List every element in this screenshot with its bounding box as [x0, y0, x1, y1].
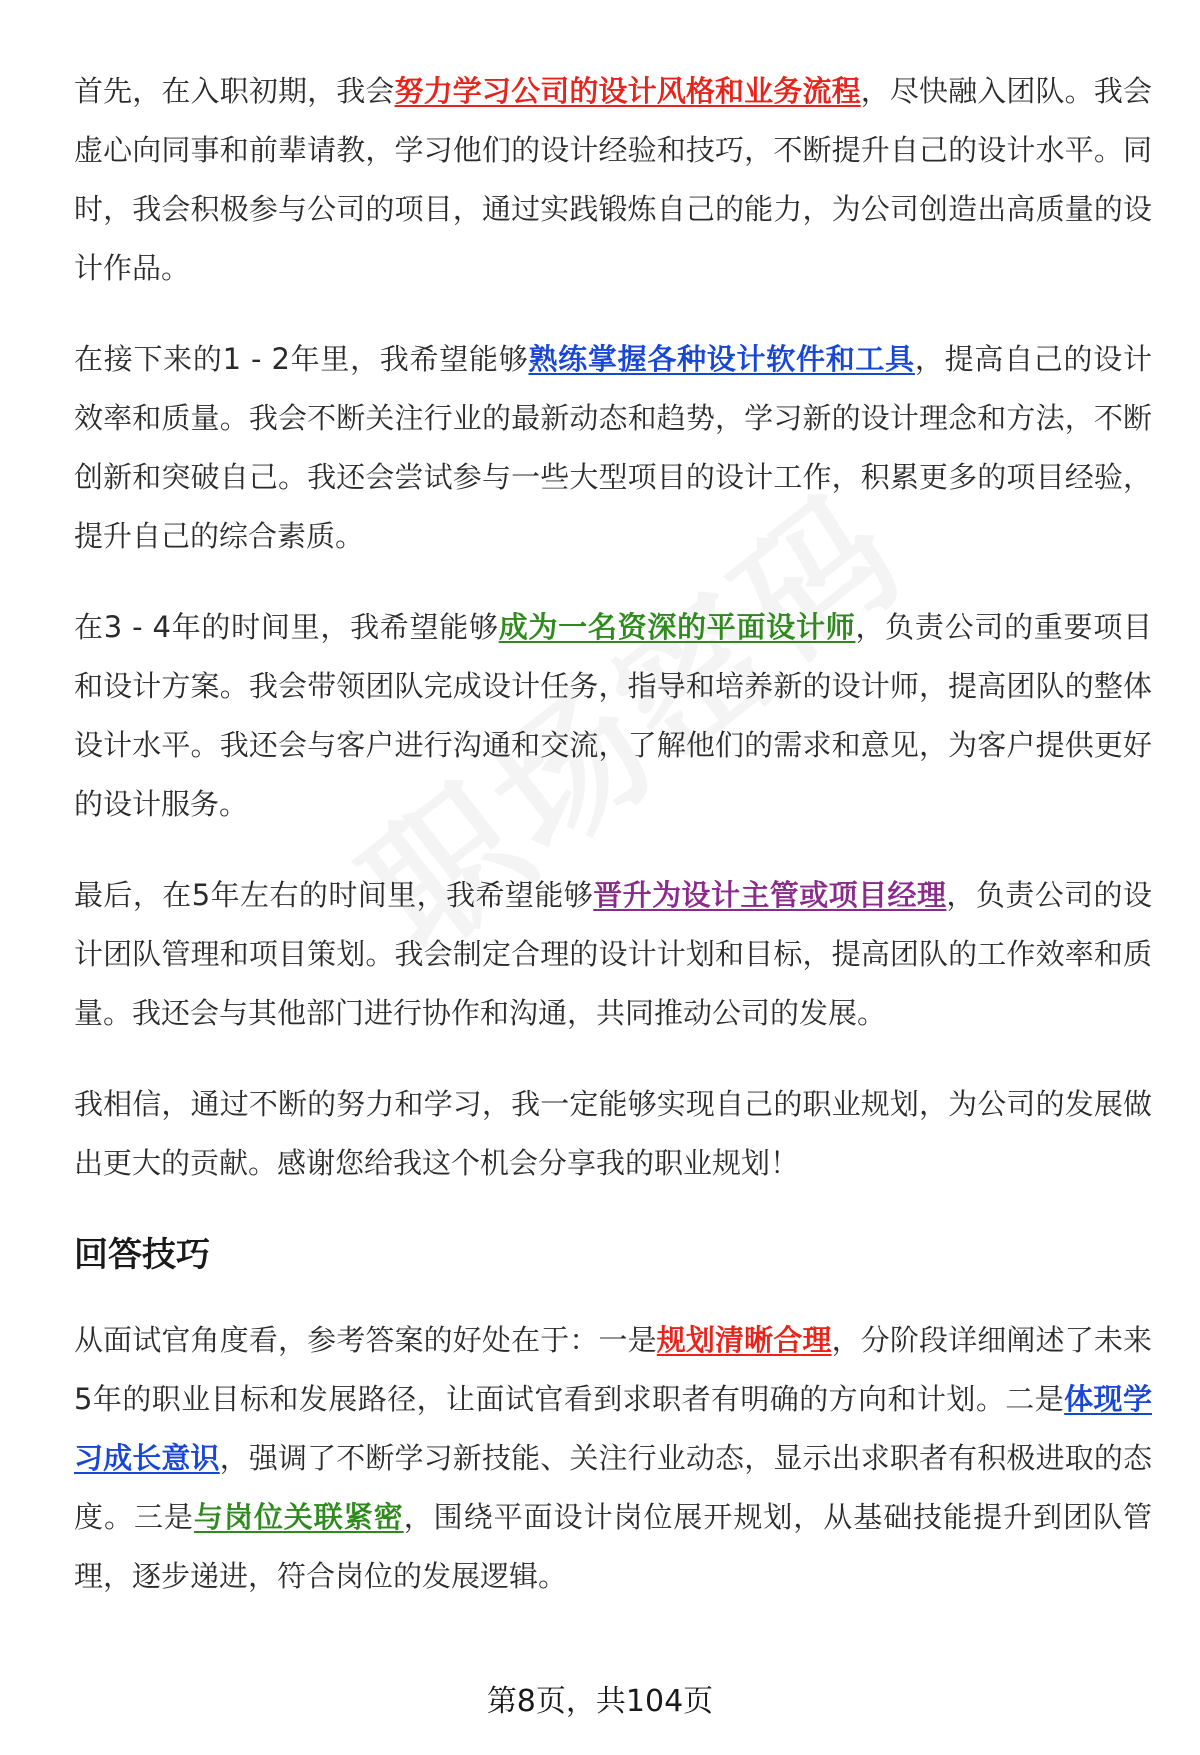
page-number: 第8页，共104页	[486, 1684, 714, 1719]
paragraph-3-4-years	[74, 598, 1152, 834]
highlight-phrase: 熟练掌握各种设计软件和工具	[528, 342, 915, 376]
paragraph-text: ，强调了不断学习新技能、关注行业动态，显示出求职者有积极进取的态度。三是	[74, 1441, 1152, 1534]
paragraph-text: 在3 - 4年的时间里，我希望能够	[74, 610, 499, 644]
paragraph-text: ，尽快融入团队。我会虚心向同事和前辈请教，学习他们的设计经验和技巧，不断提升自己的设计水平。同时，我会积极参与公司的项目，通过实践锻炼自己的能力，为公司创造出高质量的设计作品。	[74, 74, 1152, 285]
highlight-phrase: 与岗位关联紧密	[193, 1500, 404, 1534]
paragraph-text: ，提高自己的设计效率和质量。我会不断关注行业的最新动态和趋势，学习新的设计理念和方法，不断创新和突破自己。我还会尝试参与一些大型项目的设计工作，积累更多的项目经验，提升自己的综合素质。	[74, 342, 1152, 553]
paragraph-text: ，围绕平面设计岗位展开规划，从基础技能提升到团队管理，逐步递进，符合岗位的发展逻辑。	[74, 1500, 1152, 1593]
highlight-phrase: 规划清晰合理	[656, 1323, 832, 1357]
paragraph-tips	[74, 1311, 1152, 1606]
section-title: 回答技巧	[74, 1235, 210, 1275]
highlight-phrase: 体现学习成长意识	[74, 1382, 1152, 1475]
highlight-phrase: 晋升为设计主管或项目经理	[593, 878, 947, 912]
highlight-phrase: 努力学习公司的设计风格和业务流程	[394, 74, 861, 108]
paragraph-text: 首先，在入职初期，我会	[74, 74, 395, 108]
paragraph-text: 在接下来的1 - 2年里，我希望能够	[74, 342, 529, 376]
paragraph-5-years	[74, 866, 1152, 1043]
paragraph-text: ，负责公司的重要项目和设计方案。我会带领团队完成设计任务，指导和培养新的设计师，提高团队的整体设计水平。我还会与客户进行沟通和交流，了解他们的需求和意见，为客户提供更好的设计服务。	[74, 610, 1152, 821]
paragraph-text: ，分阶段详细阐述了未来5年的职业目标和发展路径，让面试官看到求职者有明确的方向和计划。二是	[74, 1323, 1152, 1416]
paragraph-closing	[74, 1075, 1152, 1193]
paragraph-text: 从面试官角度看，参考答案的好处在于：一是	[74, 1323, 657, 1357]
highlight-phrase: 成为一名资深的平面设计师	[498, 610, 856, 644]
paragraph-early-stage	[74, 62, 1152, 298]
paragraph-text: 最后，在5年左右的时间里，我希望能够	[74, 878, 594, 912]
paragraph-1-2-years	[74, 330, 1152, 566]
document-body	[74, 62, 1152, 1638]
paragraph-text: ，负责公司的设计团队管理和项目策划。我会制定合理的设计计划和目标，提高团队的工作效率和质量。我还会与其他部门进行协作和沟通，共同推动公司的发展。	[74, 878, 1152, 1030]
paragraph-text: 我相信，通过不断的努力和学习，我一定能够实现自己的职业规划，为公司的发展做出更大的贡献。感谢您给我这个机会分享我的职业规划！	[74, 1087, 1152, 1180]
